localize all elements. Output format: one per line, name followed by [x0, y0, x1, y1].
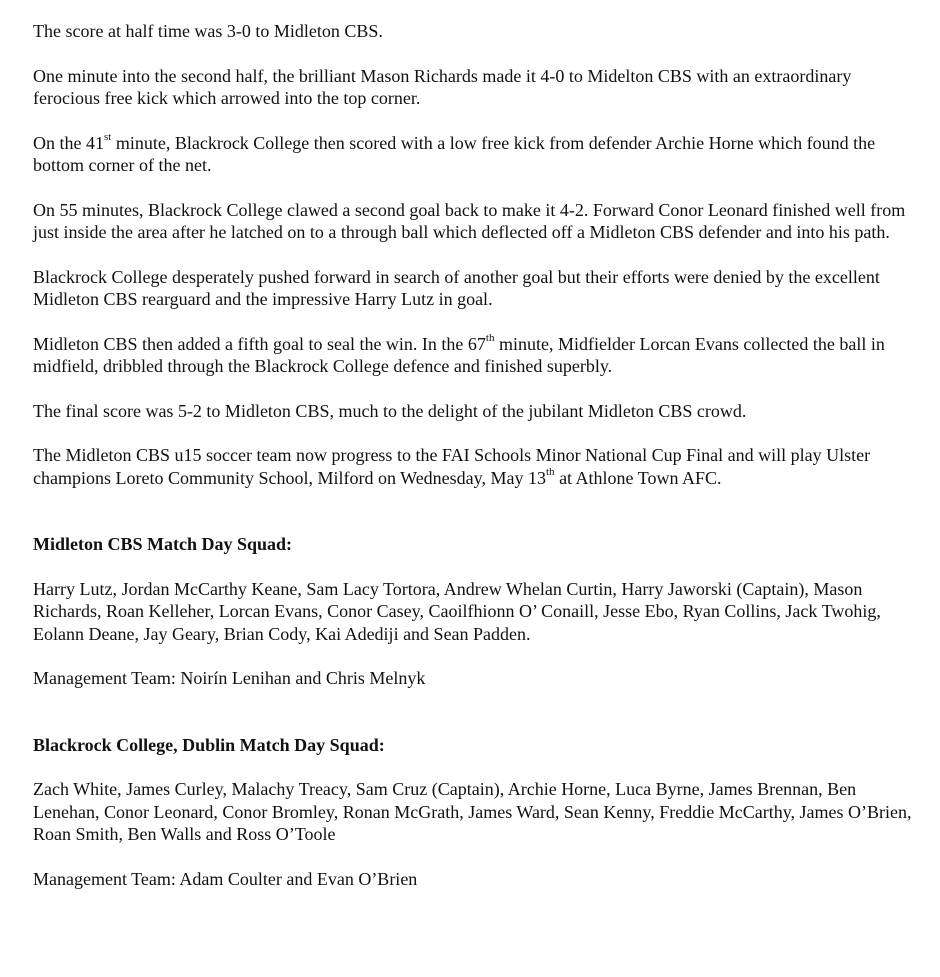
- paragraph-blackrock-push: Blackrock College desperately pushed forward in search of another goal but their efforts were denied by the excellent Midleton CBS rearguard and the impressive Harry Lutz in goal.: [33, 266, 880, 309]
- blackrock-squad-heading: Blackrock College, Dublin Match Day Squad:: [33, 734, 385, 755]
- text-segment: at Athlone Town AFC.: [554, 467, 722, 488]
- midleton-squad-players: Harry Lutz, Jordan McCarthy Keane, Sam Lacy Tortora, Andrew Whelan Curtin, Harry Jaworski (Captain), Mason Richards, Roan Kelleher, Lorcan Evans, Conor Casey, Caoilfhionn O’ Conaill, Jesse Ebo, Ryan Collins, Jack Twohig, Eolann Deane, Jay Geary, Brian Cody, Kai Adediji and Sean Padden.: [33, 578, 881, 644]
- ordinal-suffix: th: [485, 331, 495, 344]
- text-segment: Midleton CBS then added a fifth goal to seal the win. In the 67: [33, 333, 486, 354]
- paragraph-final-score: The final score was 5-2 to Midleton CBS, much to the delight of the jubilant Midleton CBS crowd.: [33, 400, 747, 421]
- midleton-squad-heading: Midleton CBS Match Day Squad:: [33, 534, 293, 554]
- text-segment: minute, Blackrock College then scored with a low free kick from defender Archie Horne which found the bottom corner of the net.: [33, 132, 876, 175]
- document-page: [33, 20, 913, 890]
- ordinal-suffix: st: [104, 130, 112, 143]
- text-segment: On the 41: [33, 132, 104, 153]
- paragraph-41st-minute: [33, 132, 913, 177]
- text-segment: The Midleton CBS u15 soccer team now progress to the FAI Schools Minor National Cup Final and will play Ulster champions Loreto Community School, Milford on Wednesday, May 13: [33, 445, 871, 488]
- midleton-management: Management Team: Noirín Lenihan and Chris Melnyk: [33, 668, 426, 688]
- paragraph-55-minutes: On 55 minutes, Blackrock College clawed a second goal back to make it 4-2. Forward Conor Leonard finished well from just inside the area after he latched on to a through ball which deflected off a Midleton CBS defender and into his path.: [33, 199, 906, 242]
- text-segment: minute, Midfielder Lorcan Evans collected the ball in midfield, dribbled through the Blackrock College defence and finished superbly.: [33, 333, 885, 376]
- blackrock-management: Management Team: Adam Coulter and Evan O’Brien: [33, 868, 418, 889]
- paragraph-second-half: One minute into the second half, the brilliant Mason Richards made it 4-0 to Midelton CBS with an extraordinary ferocious free kick which arrowed into the top corner.: [33, 65, 852, 108]
- ordinal-suffix: th: [546, 465, 555, 478]
- paragraph-half-time: The score at half time was 3-0 to Midleton CBS.: [33, 21, 383, 41]
- blackrock-squad-players: Zach White, James Curley, Malachy Treacy, Sam Cruz (Captain), Archie Horne, Luca Byrne, James Brennan, Ben Lenehan, Conor Leonard, Conor Bromley, Ronan McGrath, James Ward, Sean Kenny, Freddie McCarthy, James O’Brien, Roan Smith, Ben Walls and Ross O’Toole: [33, 779, 912, 844]
- paragraph-67th-minute: [33, 333, 913, 378]
- paragraph-cup-final: [33, 444, 913, 489]
